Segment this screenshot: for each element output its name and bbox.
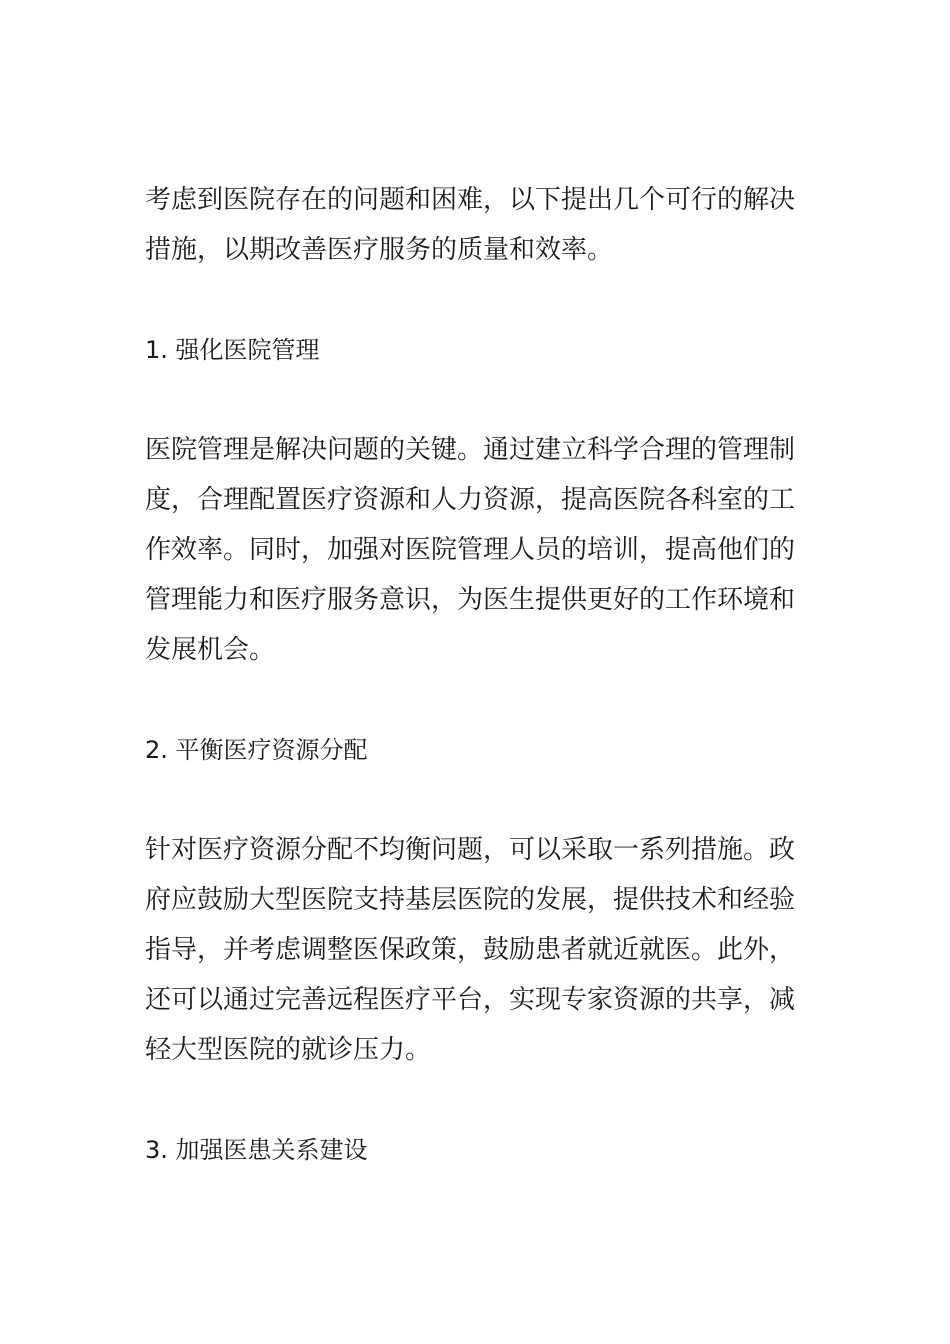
section-body-2: 针对医疗资源分配不均衡问题，可以采取一系列措施。政府应鼓励大型医院支持基层医院的发展，提供技术和经验指导，并考虑调整医保政策，鼓励患者就近就医。此外，还可以通过完善远程医疗平台，实现专家资源的共享，减轻大型医院的就诊压力。 (145, 835, 796, 1065)
section-body-1: 医院管理是解决问题的关键。通过建立科学合理的管理制度，合理配置医疗资源和人力资源，提高医院各科室的工作效率。同时，加强对医院管理人员的培训，提高他们的管理能力和医疗服务意识，为医生提供更好的工作环境和发展机会。 (145, 435, 796, 665)
paragraph-gap (145, 375, 815, 425)
intro-paragraph: 考虑到医院存在的问题和困难，以下提出几个可行的解决措施，以期改善医疗服务的质量和效率。 (145, 185, 796, 265)
paragraph-gap (145, 1075, 815, 1125)
section-heading-1: 1. 强化医院管理 (145, 336, 320, 364)
section-heading-2: 2. 平衡医疗资源分配 (145, 736, 368, 764)
paragraph-gap (145, 675, 815, 725)
paragraph-gap (145, 775, 815, 825)
document-content (145, 175, 815, 1175)
section-heading-3: 3. 加强医患关系建设 (145, 1136, 368, 1164)
paragraph-gap (145, 275, 815, 325)
